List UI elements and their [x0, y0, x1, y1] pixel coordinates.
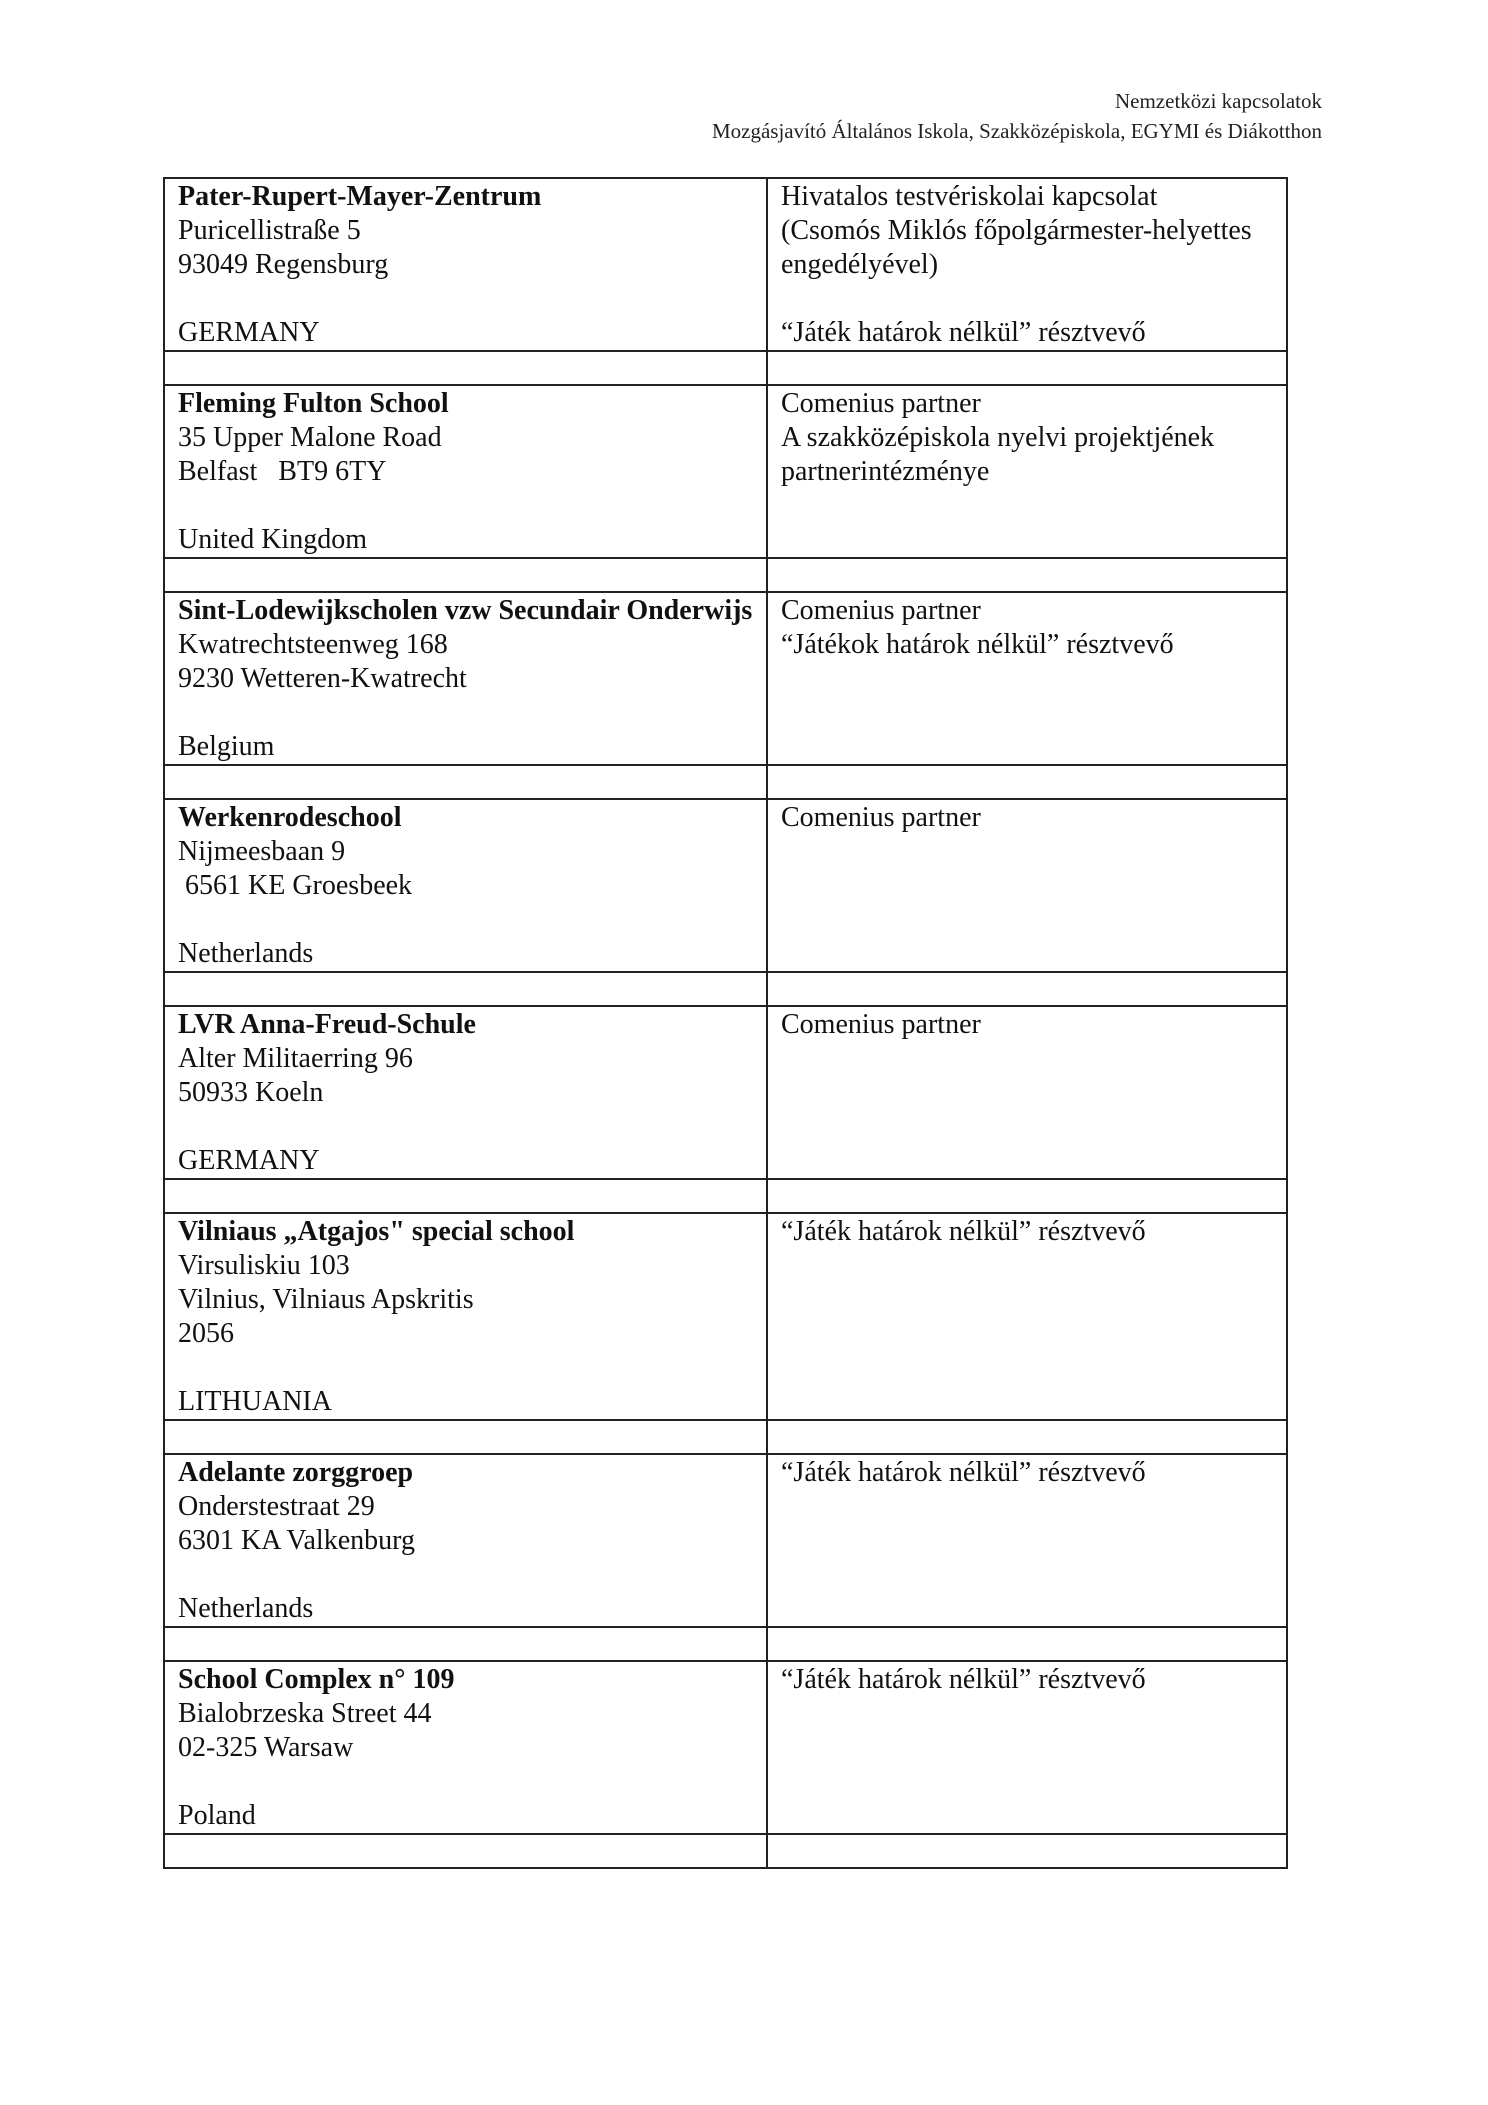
partner-note-line: “Játék határok nélkül” résztvevő — [781, 1664, 1146, 1695]
partner-address-line — [178, 1765, 753, 1799]
partner-name: Fleming Fulton School — [178, 388, 449, 419]
partner-note-line: “Játékok határok nélkül” résztvevő — [781, 629, 1174, 660]
partner-address-cell — [164, 1006, 767, 1179]
spacer-cell — [164, 1179, 767, 1213]
partner-address-line — [178, 903, 753, 937]
partner-address-line — [178, 1558, 753, 1592]
partner-notes-cell — [767, 799, 1287, 972]
spacer-row — [164, 1627, 1287, 1661]
partner-note-line: partnerintézménye — [781, 456, 990, 487]
partner-address-cell — [164, 1213, 767, 1420]
partner-address-line: Belgium — [178, 731, 275, 762]
partner-address-cell — [164, 592, 767, 765]
partner-address-line: 6301 KA Valkenburg — [178, 1525, 415, 1556]
partner-name: Adelante zorggroep — [178, 1457, 414, 1488]
partner-note-line: Comenius partner — [781, 388, 981, 419]
partner-note-line: “Játék határok nélkül” résztvevő — [781, 1457, 1146, 1488]
partner-notes-cell — [767, 1661, 1287, 1834]
partner-address-line — [178, 489, 753, 523]
partner-row — [164, 1213, 1287, 1420]
spacer-row — [164, 1834, 1287, 1868]
spacer-cell — [164, 972, 767, 1006]
spacer-cell — [767, 1420, 1287, 1454]
partner-address-line: Puricellistraße 5 — [178, 215, 361, 246]
partner-row — [164, 1454, 1287, 1627]
partner-address-line: 93049 Regensburg — [178, 249, 389, 280]
partner-address-line: 2056 — [178, 1318, 234, 1349]
partner-name: Sint-Lodewijkscholen vzw Secundair Onderwijs — [178, 595, 753, 626]
partner-address-line: 6561 KE Groesbeek — [178, 870, 413, 901]
partner-address-cell — [164, 1454, 767, 1627]
partner-note-line: Hivatalos testvériskolai kapcsolat — [781, 181, 1158, 212]
partner-notes-cell — [767, 592, 1287, 765]
partner-address-line: Alter Militaerring 96 — [178, 1043, 413, 1074]
spacer-cell — [767, 558, 1287, 592]
spacer-cell — [767, 1627, 1287, 1661]
partner-address-line — [178, 1351, 753, 1385]
partner-address-line: Onderstestraat 29 — [178, 1491, 375, 1522]
partner-address-line — [178, 696, 753, 730]
partner-note-line: A szakközépiskola nyelvi projektjének — [781, 422, 1215, 453]
spacer-cell — [164, 1834, 767, 1868]
partner-name: LVR Anna-Freud-Schule — [178, 1009, 476, 1040]
partner-name: Werkenrodeschool — [178, 802, 402, 833]
partner-notes-cell — [767, 1213, 1287, 1420]
partners-table — [163, 177, 1288, 1869]
spacer-row — [164, 1179, 1287, 1213]
partner-notes-cell — [767, 178, 1287, 351]
partner-name: Vilniaus „Atgajos" special school — [178, 1216, 575, 1247]
spacer-row — [164, 558, 1287, 592]
spacer-cell — [164, 1627, 767, 1661]
partner-address-line: Virsuliskiu 103 — [178, 1250, 350, 1281]
header-title: Nemzetközi kapcsolatok — [1114, 89, 1322, 113]
partner-address-line: Poland — [178, 1800, 256, 1831]
partner-address-line: 50933 Koeln — [178, 1077, 324, 1108]
spacer-cell — [767, 351, 1287, 385]
spacer-cell — [767, 765, 1287, 799]
partner-address-line: Kwatrechtsteenweg 168 — [178, 629, 448, 660]
partner-note-line: (Csomós Miklós főpolgármester-helyettes — [781, 215, 1252, 246]
header-institution: Mozgásjavító Általános Iskola, Szakközépiskola, EGYMI és Diákotthon — [711, 119, 1322, 143]
spacer-row — [164, 972, 1287, 1006]
partner-address-line: Netherlands — [178, 1593, 314, 1624]
partner-address-cell — [164, 1661, 767, 1834]
partner-address-cell — [164, 178, 767, 351]
partner-row — [164, 385, 1287, 558]
partner-address-line: Bialobrzeska Street 44 — [178, 1698, 432, 1729]
partner-address-line: 35 Upper Malone Road — [178, 422, 442, 453]
partner-row — [164, 1661, 1287, 1834]
spacer-cell — [767, 972, 1287, 1006]
partner-address-line: Netherlands — [178, 938, 314, 969]
partner-address-line: Nijmeesbaan 9 — [178, 836, 346, 867]
partner-notes-cell — [767, 1454, 1287, 1627]
partners-table-body — [164, 178, 1287, 1868]
partner-address-cell — [164, 385, 767, 558]
partner-note-line: Comenius partner — [781, 595, 981, 626]
partner-row — [164, 592, 1287, 765]
partner-note-line: “Játék határok nélkül” résztvevő — [781, 1216, 1146, 1247]
partner-address-cell — [164, 799, 767, 972]
spacer-cell — [164, 1420, 767, 1454]
partner-note-line — [781, 282, 1273, 316]
partner-row — [164, 799, 1287, 972]
spacer-cell — [767, 1179, 1287, 1213]
partner-address-line: GERMANY — [178, 1145, 320, 1176]
spacer-row — [164, 765, 1287, 799]
partner-name: Pater-Rupert-Mayer-Zentrum — [178, 181, 542, 212]
partner-address-line — [178, 282, 753, 316]
partner-note-line: engedélyével) — [781, 249, 939, 280]
partner-note-line: Comenius partner — [781, 802, 981, 833]
partner-address-line: LITHUANIA — [178, 1386, 332, 1417]
partner-note-line: “Játék határok nélkül” résztvevő — [781, 317, 1146, 348]
spacer-cell — [767, 1834, 1287, 1868]
spacer-row — [164, 1420, 1287, 1454]
spacer-cell — [164, 765, 767, 799]
partner-address-line: Belfast BT9 6TY — [178, 456, 387, 487]
partner-address-line — [178, 1110, 753, 1144]
spacer-row — [164, 351, 1287, 385]
partner-address-line: 9230 Wetteren-Kwatrecht — [178, 663, 467, 694]
partner-address-line: 02-325 Warsaw — [178, 1732, 354, 1763]
partner-row — [164, 1006, 1287, 1179]
partner-address-line: United Kingdom — [178, 524, 367, 555]
partner-notes-cell — [767, 1006, 1287, 1179]
spacer-cell — [164, 351, 767, 385]
partner-name: School Complex n° 109 — [178, 1664, 455, 1695]
page-header — [712, 86, 1322, 146]
partner-address-line: Vilnius, Vilniaus Apskritis — [178, 1284, 474, 1315]
partner-address-line: GERMANY — [178, 317, 320, 348]
partner-note-line: Comenius partner — [781, 1009, 981, 1040]
partner-row — [164, 178, 1287, 351]
partner-notes-cell — [767, 385, 1287, 558]
spacer-cell — [164, 558, 767, 592]
